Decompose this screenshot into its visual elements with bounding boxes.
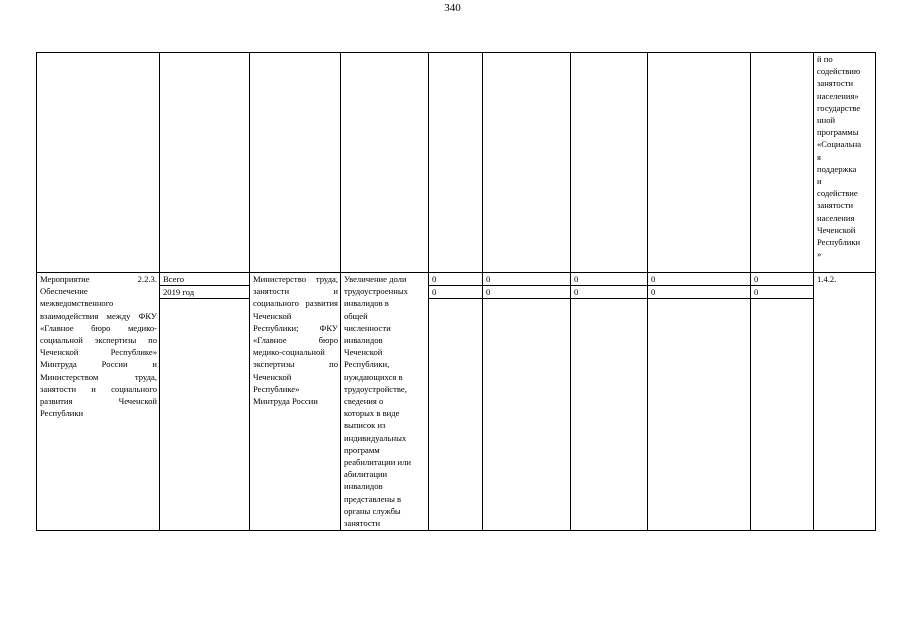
indicator-line: реабилитации или	[344, 457, 411, 468]
period-year-cell: 2019 год	[160, 286, 250, 299]
program-reference-line: содействие	[817, 188, 858, 199]
value-cell: 0	[429, 286, 483, 299]
indicator-line: органы службы	[344, 505, 401, 516]
indicator-line: инвалидов	[344, 335, 383, 346]
period-total-cell: Всего	[160, 273, 250, 286]
value-cell: 0	[483, 286, 571, 299]
value-cell: 0	[648, 273, 751, 286]
value-cell: 0	[751, 273, 814, 286]
empty-cell	[429, 53, 483, 273]
event-name-cell: Мероприятие 2.2.3. Обеспечение межведомственного взаимодействия между ФКУ «Главное бюро медико-социальной экспертизы по Чеченской Республике» Минтруда России и Министерством труда, занятости и социального развития Чеченской Республики	[37, 273, 160, 531]
program-reference-cell	[814, 53, 876, 273]
empty-cell	[571, 299, 648, 531]
value-cell: 0	[751, 286, 814, 299]
empty-cell	[571, 53, 648, 273]
indicator-cell	[341, 273, 429, 531]
program-reference-line: населения	[817, 212, 855, 223]
indicator-line: трудоустройстве,	[344, 383, 407, 394]
empty-cell	[648, 299, 751, 531]
indicator-code-cell: 1.4.2.	[814, 273, 876, 531]
executors-cell: Министерство труда, занятости и социального развития Чеченской Республики; ФКУ «Главное бюро медико-социальной экспертизы по Чеченской Республике» Минтруда России	[250, 273, 341, 531]
indicator-line: сведения о	[344, 396, 384, 407]
program-reference-line: я	[817, 151, 821, 162]
indicator-line: инвалидов	[344, 481, 383, 492]
empty-cell	[429, 299, 483, 531]
program-reference-line: населения»	[817, 90, 859, 101]
empty-cell	[483, 53, 571, 273]
program-reference-line: содействию	[817, 66, 861, 77]
indicator-line: инвалидов в	[344, 298, 389, 309]
program-reference-line: нной	[817, 115, 836, 126]
program-reference-line: Республики	[817, 237, 861, 248]
indicator-line: численности	[344, 322, 391, 333]
program-reference-line: программы	[817, 127, 859, 138]
empty-cell	[751, 299, 814, 531]
empty-cell	[37, 53, 160, 273]
event-row-total	[37, 273, 876, 286]
indicator-line: которых в виде	[344, 408, 400, 419]
indicator-line: Чеченской	[344, 347, 383, 358]
indicator-line: общей	[344, 310, 368, 321]
event-row-2019	[37, 286, 876, 299]
value-cell: 0	[648, 286, 751, 299]
empty-cell	[751, 53, 814, 273]
indicator-line: Республики,	[344, 359, 390, 370]
event-row-empty	[37, 299, 876, 531]
program-reference-line: занятости	[817, 200, 854, 211]
empty-cell	[250, 53, 341, 273]
indicator-line: нуждающихся в	[344, 371, 403, 382]
value-cell: 0	[571, 286, 648, 299]
program-reference-line: государстве	[817, 102, 861, 113]
empty-cell	[341, 53, 429, 273]
program-reference-line: занятости	[817, 78, 854, 89]
indicator-line: представлены в	[344, 493, 402, 504]
value-cell: 0	[429, 273, 483, 286]
empty-cell	[160, 53, 250, 273]
indicator-line: Увеличение доли	[344, 274, 407, 284]
program-reference-line: и	[817, 176, 822, 187]
indicator-line: индивидуальных	[344, 432, 407, 443]
indicator-line: выписок из	[344, 420, 386, 431]
value-cell: 0	[483, 273, 571, 286]
program-reference-line: «Социальна	[817, 139, 862, 150]
page-number: 340	[444, 2, 461, 14]
empty-cell	[160, 299, 250, 531]
program-reference-line: Чеченской	[817, 224, 856, 235]
program-reference-line: »	[817, 249, 822, 260]
indicator-line: трудоустроенных	[344, 286, 408, 297]
indicator-line: абилитации	[344, 469, 388, 480]
continuation-row	[37, 53, 876, 273]
indicator-line: занятости	[344, 518, 381, 529]
program-table	[36, 52, 876, 531]
empty-cell	[648, 53, 751, 273]
empty-cell	[483, 299, 571, 531]
program-reference-line: й по	[817, 54, 833, 64]
value-cell: 0	[571, 273, 648, 286]
program-reference-line: поддержка	[817, 163, 857, 174]
indicator-line: программ	[344, 444, 380, 455]
